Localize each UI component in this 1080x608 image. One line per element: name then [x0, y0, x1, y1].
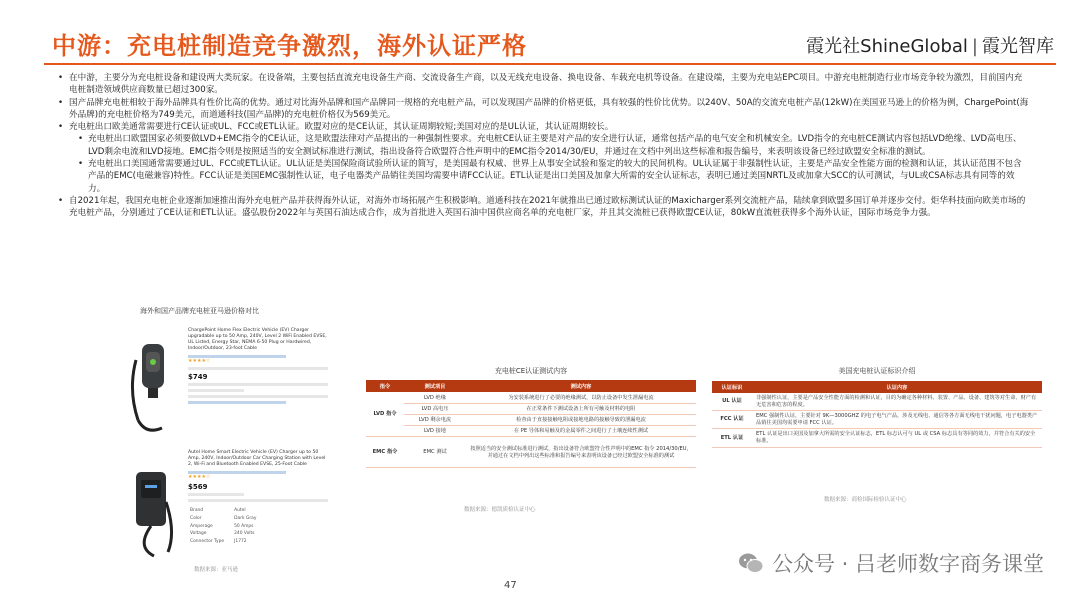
ce-table — [366, 380, 696, 468]
column-header: 认证标识 — [712, 381, 752, 393]
figure-source: 数据来源：亚马逊 — [194, 567, 239, 573]
text-line — [188, 493, 244, 496]
title-divider — [44, 63, 1056, 65]
product-description: Autel Home Smart Electric Vehicle (EV) Charger up to 50 Amp, 240V, Indoor/Outdoor Car Charging Station with Level 2, Wi-Fi and Bluetooth Enabled EVSE, 25-Foot Cable — [188, 450, 326, 467]
figure-source: 数据来源：德凯质检认证中心 — [464, 507, 536, 513]
text-line — [188, 401, 286, 404]
table-cell: LVD 剩余电流 — [404, 414, 466, 425]
product-description: ChargePoint Home Flex Electric Vehicle (EV) Charger upgradable up to 50 Amp, 240V, Level 2 WiFi Enabled EVSE, UL Listed, Energy Star, NEMA 6-50 Plug or Hardwired, Indoor/Outdoor, 23-foot Cable — [188, 328, 327, 351]
spec-row — [190, 539, 264, 545]
figure-title: 美国充电桩认证标识介绍 — [838, 367, 916, 375]
figure-title: 充电桩CE认证测试内容 — [494, 367, 568, 375]
table-row — [712, 393, 1042, 411]
page-number: 47 — [504, 580, 517, 591]
cert-label: ETL 认证 — [712, 429, 752, 447]
table-cell: LVD 接地 — [404, 425, 466, 436]
product-listing — [188, 450, 328, 547]
figure-title: 海外和国产品牌充电桩亚马逊价格对比 — [140, 307, 259, 315]
bullet-item: • 充电桩出口欧美通常需要进行CE认证或UL、FCC或ETL认证。欧盟对应的是CE认证，其认证周期较短;美国对应的是UL认证，其认证周期较长。 — [52, 121, 1030, 133]
table-cell: EMC 测试 — [404, 436, 466, 467]
rating-stars: ★★★★☆ — [188, 358, 211, 364]
table-header-row — [366, 380, 696, 392]
us-cert-table — [712, 381, 1042, 448]
table-cell: 在 PE 导体和易触及的金属零件之间进行了土壤连续性测试 — [466, 425, 696, 436]
spec-row — [190, 508, 264, 514]
product-price: $749 — [188, 373, 208, 381]
cert-label: FCC 认证 — [712, 411, 752, 429]
table-row — [712, 429, 1042, 447]
bullet-list — [52, 72, 1030, 220]
column-header: 测试内容 — [466, 380, 696, 392]
sub-bullet-item: • 充电桩出口欧盟国家必须要做LVD+EMC指令的CE认证，这是欧盟法律对产品提出的一种强制性要求。充电桩CE认证主要是对产品的安全进行认证，通常包括产品的电气安全和机械安全。LVD指令的充电桩CE测试内容包括LVD绝缘、LVD高电压、LVD剩余电流和LVD接地。EMC指令则是按照适当的安全测试标准进行测试，指出设备符合欧盟符合性声明中的EMC指令2014/30/EU，并通过在文档中列出这些标准和报告编号，来表明该设备已经过欧盟安全标准的测试。 — [52, 133, 1030, 158]
table-row — [366, 436, 696, 467]
table-cell: 按照适当的安全测试标准进行测试，指出设备符合欧盟符合性声明中的EMC 指令 2014/30/EU，并通过在文档中列出这些标准和报告编号来表明该设备已经过欧盟安全标准的测试 — [466, 436, 696, 467]
figure-us-cert-table — [712, 366, 1042, 506]
bullet-item: • 自2021年起，我国充电桩企业逐渐加速推出海外充电桩产品并获得海外认证，对海外市场拓展产生积极影响。道通科技在2021年就推出已通过欧标测试认证的Maxicharger系列交流桩产品，陆续拿到欧盟多国订单并逐步交付。炬华科技面向欧美市场的充电桩产品，分别通过了CE认证和ETL认证。盛弘股份2022年与英国石油达成合作，成为首批进入英国石油中国供应商名单的充电桩厂家，并且其交流桩已获得欧盟CE认证，80kW直流桩获得多个海外认证，国际市场竞争力强。 — [52, 195, 1030, 220]
spec-value: Dark Gray — [234, 515, 257, 521]
spec-value: 240 Volts — [234, 531, 255, 537]
text-line — [188, 367, 328, 370]
text-line — [188, 389, 244, 392]
figure-price-comparison — [118, 304, 333, 574]
group-cell: EMC 指令 — [366, 436, 404, 467]
brand-logo — [806, 32, 1054, 58]
body-text — [52, 72, 1030, 220]
table-row — [366, 403, 696, 414]
spec-value: 50 Amps — [234, 523, 254, 529]
table-cell: LVD 绝缘 — [404, 392, 466, 403]
column-header: 认证内容 — [752, 381, 1042, 393]
spec-row — [190, 531, 264, 537]
spec-key: Brand — [190, 508, 204, 513]
cert-content: ETL 认证是出口美国及加拿大所需的安全认证标志，ETL 标志认可与 UL 或 CSA 标志具有等同的效力，并符合有关的安全标准。 — [752, 429, 1042, 447]
spec-row — [190, 524, 264, 530]
spec-value: Autel — [234, 508, 246, 513]
text-line — [188, 499, 328, 502]
spec-value: J1772 — [234, 539, 247, 545]
product-card-autel — [118, 444, 333, 572]
table-cell: 为安装系统进行了必要的绝缘测试，以防止设备中发生泄漏电流 — [466, 392, 696, 403]
text-line — [188, 395, 328, 398]
figure-ce-test-table — [366, 366, 696, 516]
cert-label: UL 认证 — [712, 393, 752, 411]
product-card-chargepoint — [118, 322, 333, 452]
column-header: 测试项目 — [404, 380, 466, 392]
figure-source: 数据来源：商检国际检验认证中心 — [824, 497, 907, 503]
brand-shineglobal: 霞光社ShineGlobal — [806, 36, 968, 57]
spec-key: Voltage — [190, 531, 207, 537]
brand-separator: | — [971, 36, 978, 57]
product-listing — [188, 328, 328, 404]
bullet-item: • 国产品牌充电桩相较于海外品牌具有性价比高的优势。通过对比海外品牌和国产品牌同一规格的充电桩产品，可以发现国产品牌的价格更低，具有较强的性价比优势。以240V、50A的交流充电桩产品(12kW)在美国亚马逊上的价格为例，ChargePoint(海外品牌)的充电桩价格为749美元，而道通科技(国产品牌)的充电桩价格仅为569美元。 — [52, 97, 1030, 122]
spec-row — [190, 516, 264, 522]
ev-charger-image — [126, 330, 178, 440]
table-row — [712, 411, 1042, 429]
sub-bullet-item: • 充电桩出口美国通常需要通过UL、FCC或ETL认证。UL认证是美国保险商试验所认证的简写，是美国最有权威、世界上从事安全试验和鉴定的较大的民间机构。UL认证属于非强制性认证，主要是产品安全性能方面的检测和认证，其认证范围不包含产品的EMC(电磁兼容)特性。FCC认证是美国EMC强制性认证，电子电器类产品销往美国均需要申请FCC认证。ETL认证是出口美国及加拿大所需的安全认证标志，表明已通过美国NRTL及或加拿大SCC的认可测试，与UL或CSA标志具有同等的效力。 — [52, 158, 1030, 195]
page-title: 中游：充电桩制造竞争激烈，海外认证严格 — [52, 32, 527, 60]
spec-table — [188, 506, 266, 547]
table-cell: 检查由于直接接触电阻或接地电路的接触导致的泄漏电流 — [466, 414, 696, 425]
product-price: $569 — [188, 483, 208, 491]
cert-content: EMC 强制性认证，主要针对 9K—3000GHZ 的电子电气产品，涉及无线电、通信等各方面无线电干扰问题，电子电器类产品销往美国均需要申请 FCC 认证。 — [752, 411, 1042, 429]
wechat-watermark — [738, 548, 1044, 578]
brand-shine-think-tank: 霞光智库 — [982, 36, 1054, 57]
spec-key: Amperage — [190, 523, 213, 529]
table-row — [366, 392, 696, 403]
ev-charger-image — [126, 452, 178, 562]
spec-key: Color — [190, 515, 202, 521]
spec-key: Connector Type — [190, 539, 225, 545]
table-row — [366, 425, 696, 436]
table-cell: 在正常条件下测试设备上所有可触及材料的电阻 — [466, 403, 696, 414]
column-header: 指令 — [366, 380, 404, 392]
table-row — [366, 414, 696, 425]
group-cell: LVD 指令 — [366, 392, 404, 436]
table-cell: LVD 高电压 — [404, 403, 466, 414]
watermark-text: 公众号 · 吕老师数字商务课堂 — [771, 552, 1044, 576]
text-line — [188, 383, 328, 386]
cert-content: 非强制性认证，主要是产品安全性能方面的检测和认证，目的为确定各种材料、装置、产品、设备、建筑等对生命、财产有无危害和危害的程度。 — [752, 393, 1042, 411]
rating-stars: ★★★★☆ — [188, 474, 211, 480]
bullet-item: • 在中游，主要分为充电桩设备和建设两大类玩家。在设备端，主要包括直流充电设备生产商、交流设备生产商，以及无线充电设备、换电设备、车载充电机等设备。在建设端，主要为充电站EPC项目。中游充电桩制造行业市场竞争较为激烈，目前国内充电桩制造领域供应商数量已超过300家。 — [52, 72, 1030, 97]
wechat-icon — [738, 552, 764, 574]
table-header-row — [712, 381, 1042, 393]
